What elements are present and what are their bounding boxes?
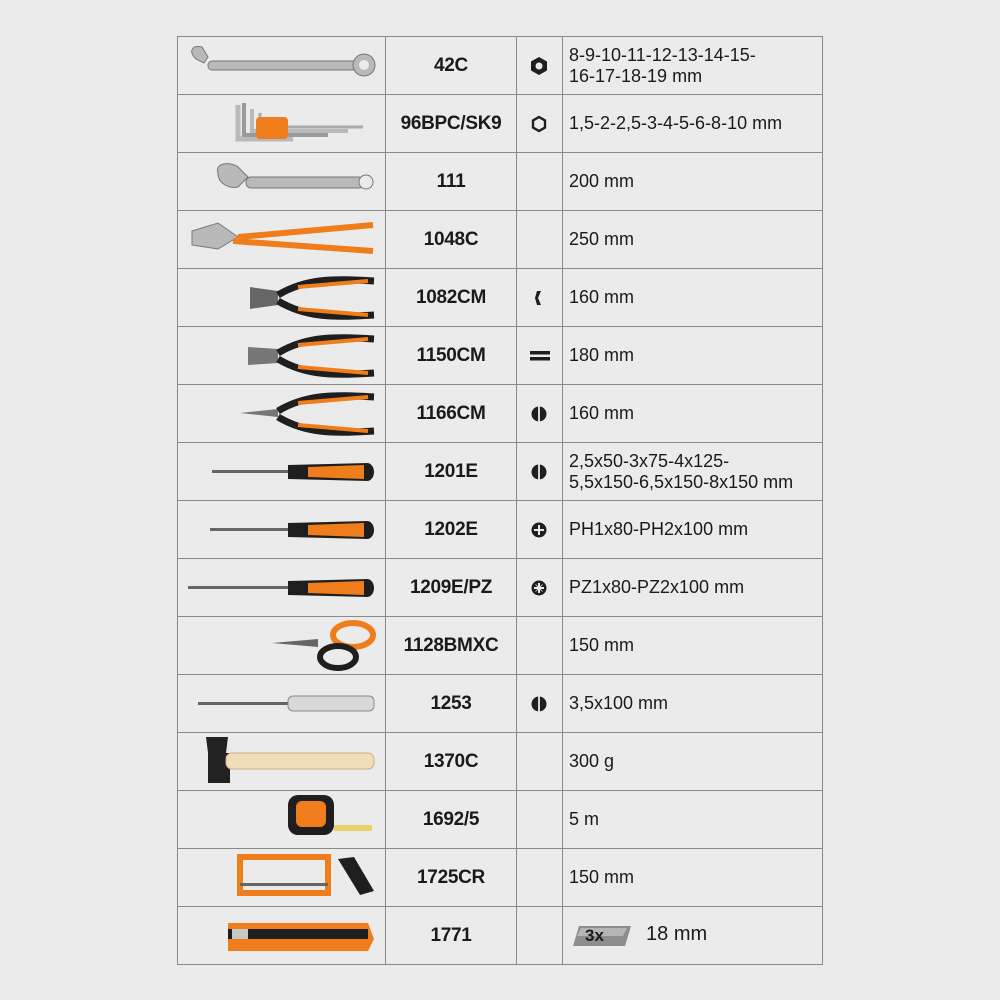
product-code: 1201E xyxy=(386,443,517,501)
hexagon-socket-icon xyxy=(530,114,550,134)
table-row xyxy=(178,211,823,269)
product-code: 1150CM xyxy=(386,327,517,385)
spec-cell xyxy=(563,443,823,501)
type-icon-cell xyxy=(517,211,563,269)
type-icon-cell xyxy=(517,153,563,211)
type-icon-cell xyxy=(517,907,563,965)
tool-image-cell xyxy=(178,617,386,675)
spec-text: 1,5-2-2,5-3-4-5-6-8-10 mm xyxy=(569,113,783,133)
type-icon-cell xyxy=(517,849,563,907)
spec-cell xyxy=(563,37,823,95)
spec-text: 250 mm xyxy=(569,229,635,249)
tool-image-cell xyxy=(178,559,386,617)
slotted-icon xyxy=(530,404,550,424)
spec-cell xyxy=(563,675,823,733)
spec-text: 3,5x100 mm xyxy=(569,693,669,713)
table-row xyxy=(178,907,823,965)
product-code: 1209E/PZ xyxy=(386,559,517,617)
slotted-screwdriver-image xyxy=(178,443,386,500)
combination-pliers-image xyxy=(178,327,386,384)
tool-image-cell xyxy=(178,95,386,153)
combination-wrench-image xyxy=(178,37,386,94)
type-icon-cell xyxy=(517,37,563,95)
product-code: 1253 xyxy=(386,675,517,733)
pozidriv-icon xyxy=(530,578,550,598)
spec-text: PZ1x80-PZ2x100 mm xyxy=(569,577,745,597)
hex-key-set-image xyxy=(178,95,386,152)
product-code: 1048C xyxy=(386,211,517,269)
spec-cell xyxy=(563,385,823,443)
phillips-screwdriver-image xyxy=(178,501,386,558)
voltage-tester-image xyxy=(178,675,386,732)
tool-image-cell xyxy=(178,153,386,211)
tool-image-cell xyxy=(178,733,386,791)
quantity-badge: 3x xyxy=(585,925,604,945)
product-code: 1771 xyxy=(386,907,517,965)
product-code: 1692/5 xyxy=(386,791,517,849)
product-code: 1725CR xyxy=(386,849,517,907)
spec-text: 160 mm xyxy=(569,287,635,307)
hacksaw-image xyxy=(178,849,386,906)
spec-text: 200 mm xyxy=(569,171,635,191)
phillips-icon xyxy=(530,520,550,540)
spec-text: 160 mm xyxy=(569,403,635,423)
spec-text: 8-9-10-11-12-13-14-15- xyxy=(569,44,756,65)
spec-text: 2,5x50-3x75-4x125- xyxy=(569,450,730,471)
type-icon-cell xyxy=(517,443,563,501)
blade-icon xyxy=(571,924,633,948)
flat-jaw-icon xyxy=(530,346,550,366)
utility-knife-image xyxy=(178,907,386,964)
tool-image-cell xyxy=(178,269,386,327)
type-icon-cell xyxy=(517,327,563,385)
spec-text: 150 mm xyxy=(569,635,635,655)
spec-text: 18 mm xyxy=(646,923,708,946)
product-code: 1202E xyxy=(386,501,517,559)
spec-cell xyxy=(563,733,823,791)
product-code: 1370C xyxy=(386,733,517,791)
spec-text-line2: 16-17-18-19 mm xyxy=(569,65,703,86)
slotted-icon xyxy=(530,694,550,714)
table-row xyxy=(178,443,823,501)
cutting-edge-icon xyxy=(530,288,550,308)
table-row xyxy=(178,269,823,327)
type-icon-cell xyxy=(517,559,563,617)
spec-cell xyxy=(563,501,823,559)
tape-measure-image xyxy=(178,791,386,848)
hex-nut-icon xyxy=(530,56,550,76)
product-code: 96BPC/SK9 xyxy=(386,95,517,153)
tool-image-cell xyxy=(178,443,386,501)
spec-cell xyxy=(563,211,823,269)
product-code: 111 xyxy=(386,153,517,211)
product-code: 1128BMXC xyxy=(386,617,517,675)
spec-cell xyxy=(563,327,823,385)
type-icon-cell xyxy=(517,617,563,675)
spec-cell xyxy=(563,849,823,907)
spec-text-line2: 5,5x150-6,5x150-8x150 mm xyxy=(569,471,794,492)
long-nose-pliers-image xyxy=(178,385,386,442)
spec-cell xyxy=(563,791,823,849)
diagonal-cutters-image xyxy=(178,269,386,326)
table-row xyxy=(178,733,823,791)
type-icon-cell xyxy=(517,675,563,733)
tool-image-cell xyxy=(178,501,386,559)
type-icon-cell xyxy=(517,791,563,849)
type-icon-cell xyxy=(517,501,563,559)
table-row xyxy=(178,95,823,153)
type-icon-cell xyxy=(517,95,563,153)
adjustable-wrench-image xyxy=(178,153,386,210)
table-row xyxy=(178,675,823,733)
table-row xyxy=(178,617,823,675)
pozidriv-screwdriver-image xyxy=(178,559,386,616)
product-code: 1082CM xyxy=(386,269,517,327)
hammer-image xyxy=(178,733,386,790)
tool-image-cell xyxy=(178,791,386,849)
type-icon-cell xyxy=(517,733,563,791)
tool-image-cell xyxy=(178,849,386,907)
spec-text: 150 mm xyxy=(569,867,635,887)
slotted-icon xyxy=(530,462,550,482)
tool-image-cell xyxy=(178,385,386,443)
spec-cell xyxy=(563,269,823,327)
table-row xyxy=(178,385,823,443)
table-row xyxy=(178,37,823,95)
tool-spec-table xyxy=(177,36,823,965)
product-code: 42C xyxy=(386,37,517,95)
spec-cell xyxy=(563,907,823,965)
spec-text: 300 g xyxy=(569,751,615,771)
product-code: 1166CM xyxy=(386,385,517,443)
water-pump-pliers-image xyxy=(178,211,386,268)
spec-cell xyxy=(563,95,823,153)
electrician-scissors-image xyxy=(178,617,386,674)
spec-text: 180 mm xyxy=(569,345,635,365)
tool-image-cell xyxy=(178,907,386,965)
tool-image-cell xyxy=(178,37,386,95)
spec-cell xyxy=(563,559,823,617)
spec-cell xyxy=(563,153,823,211)
table-row xyxy=(178,791,823,849)
spec-cell xyxy=(563,617,823,675)
tool-image-cell xyxy=(178,211,386,269)
table-row xyxy=(178,559,823,617)
table-row xyxy=(178,327,823,385)
spec-text: 5 m xyxy=(569,809,600,829)
table-row xyxy=(178,501,823,559)
table-row xyxy=(178,849,823,907)
tool-image-cell xyxy=(178,327,386,385)
type-icon-cell xyxy=(517,385,563,443)
spec-text: PH1x80-PH2x100 mm xyxy=(569,519,749,539)
table-row xyxy=(178,153,823,211)
type-icon-cell xyxy=(517,269,563,327)
tool-image-cell xyxy=(178,675,386,733)
